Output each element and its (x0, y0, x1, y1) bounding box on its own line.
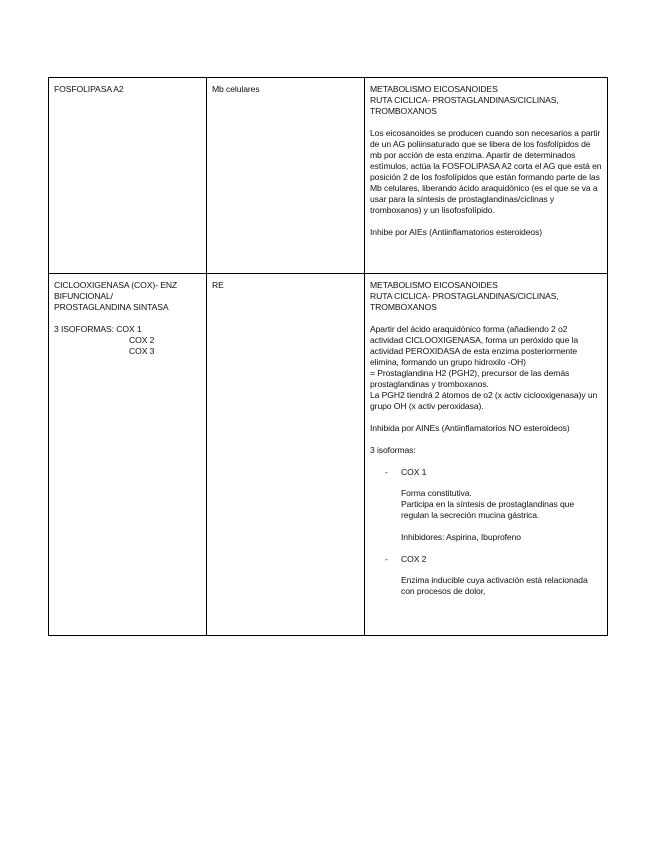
list-item: - COX 1 (385, 467, 427, 477)
inhibition-text: Inhibe por AIEs (Antiinflamatorios esteroideos) (370, 227, 543, 237)
isoforms-heading: 3 isoformas: (370, 445, 416, 455)
enzyme-name: FOSFOLIPASA A2 (54, 84, 124, 94)
location-cell (207, 78, 365, 274)
section-heading: METABOLISMO EICOSANOIDES RUTA CICLICA- PROSTAGLANDINAS/CICLINAS, TROMBOXANOS (370, 280, 559, 312)
enzyme-table (48, 77, 608, 636)
inhibition-text: Inhibida por AINEs (Antiinflamatorios NO esteroideos) (370, 423, 570, 433)
location-text: RE (212, 280, 224, 290)
description-cell (365, 78, 608, 274)
description-cell (365, 274, 608, 636)
table-row (49, 78, 608, 274)
enzyme-cell (49, 78, 207, 274)
section-heading: METABOLISMO EICOSANOIDES RUTA CICLICA- PROSTAGLANDINAS/CICLINAS, TROMBOXANOS (370, 84, 559, 116)
list-item: - COX 2 (385, 554, 427, 564)
inhibitors-text: Inhibidores: Aspirina, Ibuprofeno (401, 532, 521, 542)
description-text: Apartir del ácido araquidónico forma (añadiendo 2 o2 actividad CICLOOXIGENASA, forma un peróxido que la actividad PEROXIDASA de esta enzima posteriormente elimina, formando un grupo hidroxilo -OH) = Prostaglandina H2 (PGH2), precursor de las demás prostaglandinas y tromboxanos. La PGH2 tiendrá 2 átomos de o2 (x activ ciclooxigenasa)y un grupo OH (x activ peroxidasa). (370, 324, 598, 411)
description-text: Los eicosanoides se producen cuando son necesarios a partir de un AG poliinsaturado que se libera de los fosfolípidos de mb por acción de esta enzima. Apartir de determinados estímulos, actúa la FOSFOLIPASA A2 corta el AG que está en posición 2 de los fosfolípidos que están formando parte de las Mb celulares, liberando ácido araquidónico (es el que se va a usar para la síntesis de prostaglandinas/ciclinas y tromboxanos) y un lisofosfolípido. (370, 128, 602, 215)
enzyme-name: CICLOOXIGENASA (COX)- ENZ BIFUNCIONAL/ PROSTAGLANDINA SINTASA (54, 280, 178, 312)
enzyme-cell (49, 274, 207, 636)
isoform-list: 3 ISOFORMAS: COX 1 COX 2 COX 3 (54, 324, 155, 356)
location-text: Mb celulares (212, 84, 260, 94)
list-item-body: Enzima inducible cuya activación está relacionada con procesos de dolor, (401, 575, 588, 596)
location-cell (207, 274, 365, 636)
table-row (49, 274, 608, 636)
list-item-body: Forma constitutiva. Participa en la síntesis de prostaglandinas que regulan la secreción mucina gástrica. (401, 488, 575, 520)
